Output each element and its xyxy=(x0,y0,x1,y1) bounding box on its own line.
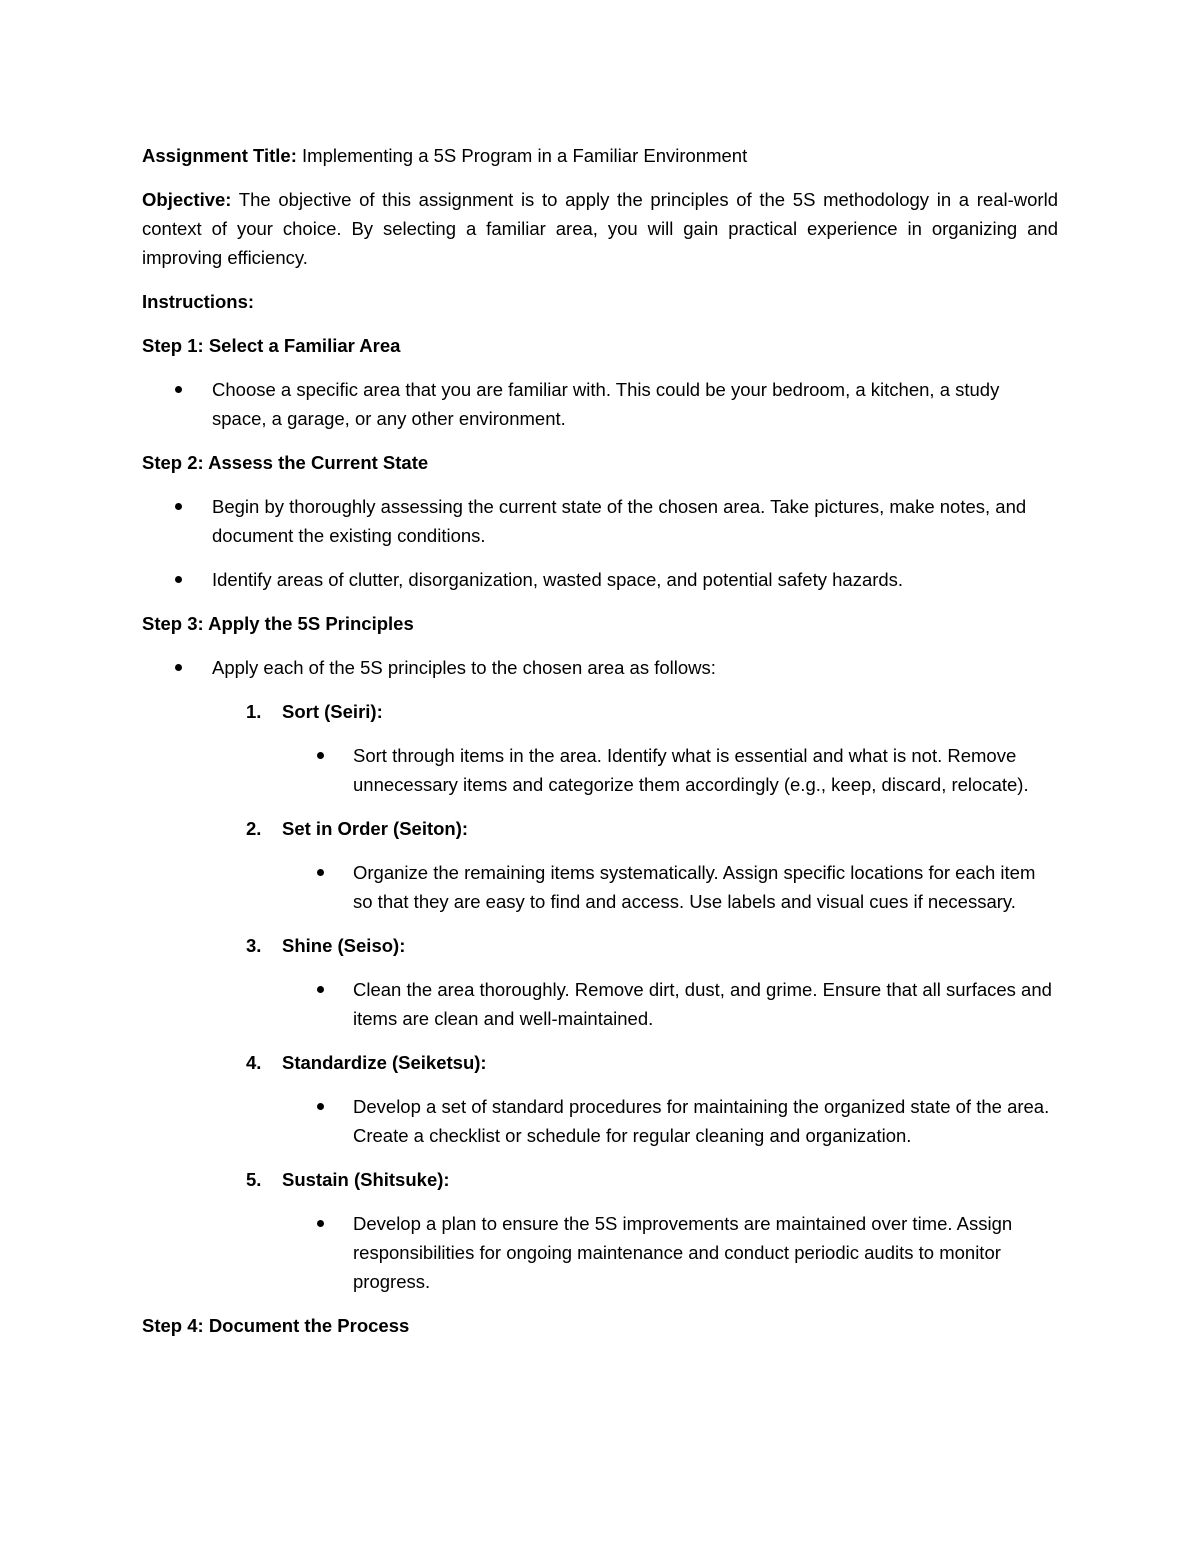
list-number: 2. xyxy=(246,818,262,839)
bullet-text: Identify areas of clutter, disorganization, wasted space, and potential safety hazards. xyxy=(212,569,904,590)
principle-5-detail xyxy=(142,1209,1058,1296)
principle-title: Standardize (Seiketsu): xyxy=(282,1052,487,1073)
list-number: 1. xyxy=(246,701,262,722)
bullet-text: Apply each of the 5S principles to the chosen area as follows: xyxy=(212,657,716,678)
objective-text: The objective of this assignment is to apply the principles of the 5S methodology in a real-world context of your choice. By selecting a familiar area, you will gain practical experience in organizing and improving efficiency. xyxy=(142,189,1058,268)
bullet-dot xyxy=(317,1220,324,1227)
principle-3-detail xyxy=(142,975,1058,1033)
bullet-dot xyxy=(175,503,182,510)
objective-paragraph xyxy=(142,185,1058,272)
principle-2-detail xyxy=(142,858,1058,916)
bullet-dot xyxy=(317,1103,324,1110)
bullet-text: Develop a plan to ensure the 5S improvements are maintained over time. Assign responsibilities for ongoing maintenance and conduct periodic audits to monitor progress. xyxy=(353,1213,1013,1292)
principle-2-heading xyxy=(142,814,1058,843)
step2-bullet-2 xyxy=(142,565,1058,594)
step3-intro-bullet xyxy=(142,653,1058,682)
instructions-heading: Instructions: xyxy=(142,291,255,312)
step2-heading: Step 2: Assess the Current State xyxy=(142,452,429,473)
principle-1-detail xyxy=(142,741,1058,799)
bullet-dot xyxy=(175,664,182,671)
assignment-title-label: Assignment Title: xyxy=(142,145,297,166)
principle-4-heading xyxy=(142,1048,1058,1077)
assignment-title xyxy=(142,141,1058,170)
bullet-text: Begin by thoroughly assessing the current state of the chosen area. Take pictures, make notes, and document the existing conditions. xyxy=(212,496,1027,546)
principle-1-heading xyxy=(142,697,1058,726)
list-number: 4. xyxy=(246,1052,262,1073)
bullet-text: Sort through items in the area. Identify what is essential and what is not. Remove unnecessary items and categorize them accordingly (e.g., keep, discard, relocate). xyxy=(353,745,1029,795)
objective-label: Objective: xyxy=(142,189,232,210)
bullet-dot xyxy=(317,986,324,993)
list-number: 3. xyxy=(246,935,262,956)
principle-title: Shine (Seiso): xyxy=(282,935,406,956)
step3-heading: Step 3: Apply the 5S Principles xyxy=(142,613,414,634)
bullet-text: Develop a set of standard procedures for maintaining the organized state of the area. Create a checklist or schedule for regular cleaning and organization. xyxy=(353,1096,1050,1146)
principle-4-detail xyxy=(142,1092,1058,1150)
assignment-title-value: Implementing a 5S Program in a Familiar Environment xyxy=(296,145,748,166)
bullet-dot xyxy=(175,576,182,583)
bullet-text: Clean the area thoroughly. Remove dirt, dust, and grime. Ensure that all surfaces and items are clean and well-maintained. xyxy=(353,979,1052,1029)
bullet-text: Choose a specific area that you are familiar with. This could be your bedroom, a kitchen, a study space, a garage, or any other environment. xyxy=(212,379,1000,429)
bullet-text: Organize the remaining items systematically. Assign specific locations for each item so that they are easy to find and access. Use labels and visual cues if necessary. xyxy=(353,862,1036,912)
principle-title: Sustain (Shitsuke): xyxy=(282,1169,450,1190)
step1-bullet-1 xyxy=(142,375,1058,433)
step1-heading: Step 1: Select a Familiar Area xyxy=(142,335,401,356)
bullet-dot xyxy=(317,869,324,876)
bullet-dot xyxy=(175,386,182,393)
step2-bullet-1 xyxy=(142,492,1058,550)
principle-3-heading xyxy=(142,931,1058,960)
document-body xyxy=(142,141,1058,1355)
principle-title: Set in Order (Seiton): xyxy=(282,818,469,839)
bullet-dot xyxy=(317,752,324,759)
principle-5-heading xyxy=(142,1165,1058,1194)
principle-title: Sort (Seiri): xyxy=(282,701,383,722)
step4-heading: Step 4: Document the Process xyxy=(142,1315,410,1336)
list-number: 5. xyxy=(246,1169,262,1190)
